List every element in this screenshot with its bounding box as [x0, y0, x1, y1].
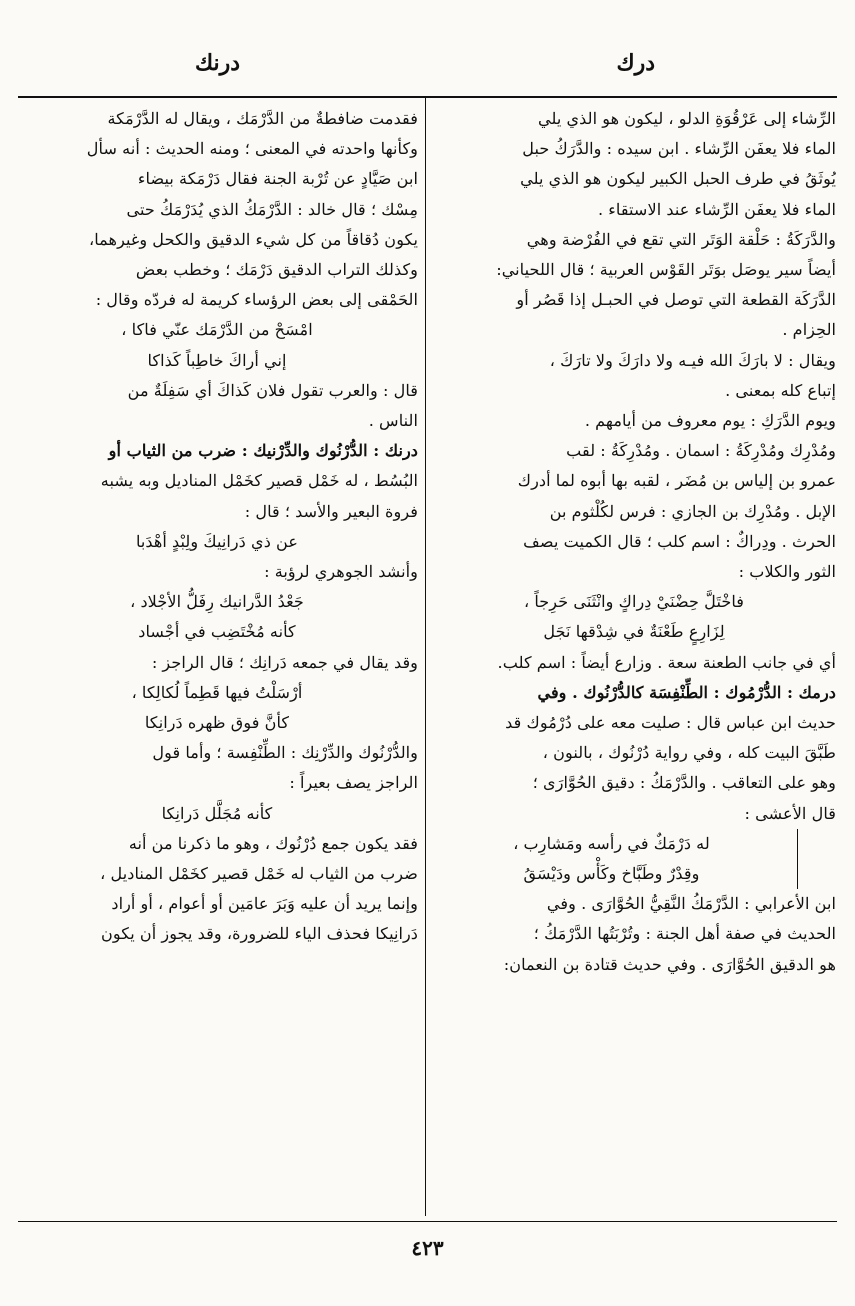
text-line: فقد يكون جمع دُرْنُوك ، وهو ما ذكرنا من أنه — [128, 833, 418, 853]
text-line: الحِزام . — [782, 320, 836, 340]
text-line: الإبل . ومُدْرِك بن الجازي : فرس لكُلْثوم بن — [549, 501, 836, 521]
text-line: ضرب من الثياب له خَمْل قصير كخَمْل المناديل ، — [100, 864, 418, 884]
running-head-left: درنك — [195, 50, 241, 76]
verse-line: إني أراكَ خاطِباً كَذاكا — [147, 350, 287, 370]
verse-line: جَعْدُ الدَّرانيك رِفَلُّ الأجْلاد ، — [130, 592, 304, 612]
text-line: وهو على التعاقب . والدَّرْمَكُ : دقيق الحُوَّارَى ؛ — [532, 773, 836, 793]
text-line: الماء فلا يعفَن الرِّشاء عند الاستقاء . — [598, 199, 836, 219]
text-line: يُوثَقُ في طرف الحبل الكبير ليكون هو الذي يلي — [520, 169, 836, 189]
entry-headword-line: درمك : الدُّرْمُوك : الطِّنْفِسَة كالدُّرْنُوك . وفي — [537, 682, 836, 702]
text-line: وأنشد الجوهري لرؤبة : — [264, 562, 418, 582]
text-line: والدُّرْنُوك والدِّرْنِك : الطِّنْفِسة ؛ وأما قول — [152, 743, 418, 763]
text-line: الرِّشاء إلى عَرْقُوَةِ الدلو ، ليكون هو الذي يلي — [537, 109, 836, 128]
text-line: حديث ابن عباس قال : صليت معه على دُرْمُوك قد — [505, 713, 836, 733]
bottom-rule — [18, 1221, 837, 1222]
left-column — [16, 104, 418, 1216]
verse-line: كأنه مُجَلَّل دَرانِكا — [161, 803, 273, 823]
text-line: قال الأعشى : — [744, 803, 836, 823]
text-line: ويقال : لا بارَكَ الله فيـه ولا دارَكَ ولا تارَكَ ، — [549, 350, 836, 370]
top-rule — [18, 96, 837, 98]
page-number: ٤٢٣ — [411, 1236, 444, 1260]
text-line: إتباع كله بمعنى . — [725, 380, 836, 400]
verse-line: كأنَّ فوق ظهره دَرانِكا — [144, 713, 290, 733]
verse-line: فاخْتَلَّ حِضْنَيْ دِراكٍ وانْثَنَى حَرِجاً ، — [523, 592, 745, 612]
verse-line: لِزَارِعٍ طَعْنَةٌ في شِدْقها نَجَل — [543, 622, 725, 642]
text-line: أي في جانب الطعنة سعة . وزارع أيضاً : اسم كلب. — [497, 652, 836, 672]
verse-line: عن ذي دَرانِيكَ ولِبْدٍ أهْدَبا — [135, 531, 299, 551]
text-line: أيضاً سير يوصَل بوَتَر القَوْس العربية ؛ قال اللحياني: — [496, 260, 836, 280]
text-line: طَبَّقَ البيت كله ، وفي رواية دُرْنُوك ، بالنون ، — [542, 743, 836, 763]
text-line: البُسُط ، له خَمْل قصير كخَمْل المناديل وبه يشبه — [100, 471, 418, 491]
text-line: الحَمْقى إلى بعض الرؤساء كريمة له فردّه وقال : — [95, 290, 418, 310]
verse-line: له دَرْمَكٌ في رأسه ومَشارِب ، — [513, 833, 710, 853]
text-line: الحرث . ودِراكٌ : اسم كلب ؛ قال الكميت يصف — [523, 531, 836, 551]
text-line: يكون دُقاقاً من كل شيء الدقيق والكحل وغيرهما، — [89, 229, 418, 249]
text-line: الحديث في صفة أهل الجنة : وتُرْبَتُها الدَّرْمَكُ ؛ — [533, 924, 836, 944]
right-column — [432, 104, 836, 1216]
verse-block — [432, 829, 798, 889]
text-line: ابن الأعرابي : الدَّرْمَكُ النَّقِيُّ الحُوَّارَى . وفي — [546, 894, 836, 914]
text-line: هو الدقيق الحُوَّارَى . وفي حديث قتادة بن النعمان: — [503, 954, 836, 974]
text-line: ابن صَيَّادٍ عن تُرْبة الجنة فقال دَرْمَكة بيضاء — [137, 169, 418, 189]
text-line: وإنما يريد أن عليه وَبَرَ عامَين أو أعوام ، أو أراد — [111, 894, 418, 914]
entry-headword-line: درنك : الدُّرْنُوك والدِّرْنيك : ضرب من الثياب أو — [108, 441, 418, 461]
text-line: الثور والكلاب : — [738, 562, 836, 582]
text-line: الناس . — [368, 411, 418, 431]
verse-line: وقِدْرٌ وطَبَّاخ وكَأْس ودَيْسَقُ — [523, 864, 700, 884]
text-line: عمرو بن إلياس بن مُضَر ، لقبه بها أبوه لما أدرك — [517, 471, 836, 491]
text-line: وكأنها واحدته في المعنى ؛ ومنه الحديث : أنه سأل — [86, 139, 418, 159]
text-line: الماء فلا يعفَن الرِّشاء . ابن سيده : والدَّرَكُ حبل — [522, 139, 836, 159]
verse-line: أرْسَلْتُ فيها قَطِماً لُكالِكا ، — [131, 682, 303, 702]
text-line: فروة البعير والأسد ؛ قال : — [244, 501, 418, 521]
text-line: ومُدْرِك ومُدْرِكَةُ : اسمان . ومُدْرِكَةُ : لقب — [566, 441, 836, 461]
text-line: والدَّرَكَةُ : حَلْقة الوَتَر التي تقع في الفُرْضة وهي — [526, 229, 836, 249]
text-line: ويوم الدَّرَكِ : يوم معروف من أيامهم . — [584, 411, 836, 431]
text-line: الدَّرَكَة القطعة التي توصل في الحبـل إذا قَصُر أو — [516, 290, 836, 310]
verse-line: كأنه مُخْتَضِب في أجْساد — [138, 622, 296, 642]
running-head-right: درك — [616, 50, 655, 76]
page-header — [0, 50, 855, 86]
column-divider — [425, 98, 426, 1216]
text-line: وكذلك التراب الدقيق دَرْمَك ؛ وخطب بعض — [135, 260, 418, 280]
text-line: الراجز يصف بعيراً : — [289, 773, 418, 793]
text-line: دَرانِيكا فحذف الياء للضرورة، وقد يجوز أن يكون — [101, 924, 418, 944]
verse-line: امْسَحْ من الدَّرْمَك عنّي فاكا ، — [121, 320, 313, 340]
text-line: فقدمت ضافطةٌ من الدَّرْمَك ، ويقال له الدَّرْمَكة — [107, 109, 418, 128]
text-line: مِسْك ؛ قال خالد : الدَّرْمَكُ الذي يُدَرْمَكُ حتى — [126, 199, 418, 219]
text-line: قال : والعرب تقول فلان كَذاكَ أي سَفِلَةٌ من — [127, 380, 418, 400]
text-line: وقد يقال في جمعه دَرانِك ؛ قال الراجز : — [151, 652, 418, 672]
